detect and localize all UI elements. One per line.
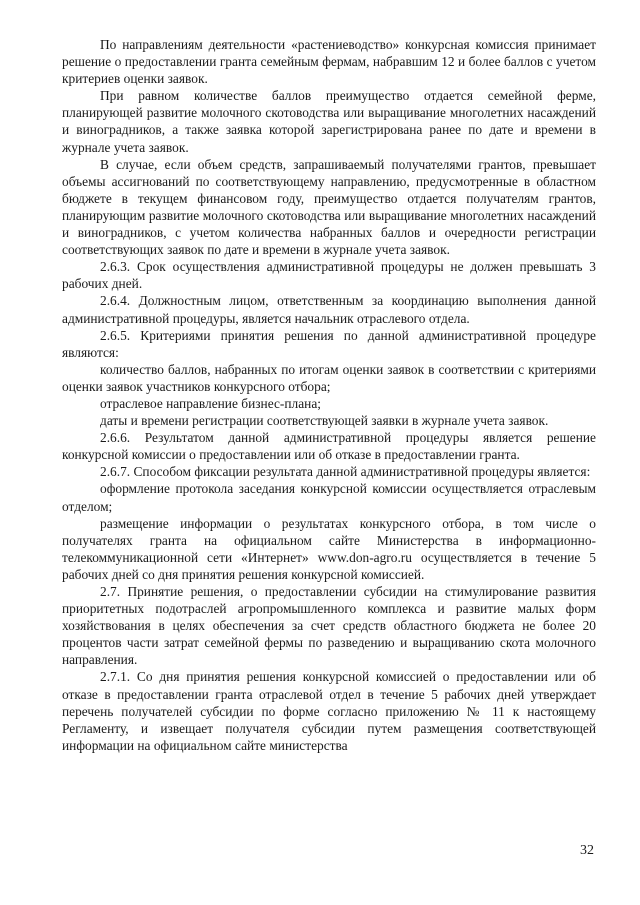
paragraph-2-7: 2.7. Принятие решения, о предоставлении субсидии на стимулирование развития приоритетных подотраслей агропромышленного комплекса и развитие малых форм хозяйствования в целях обеспечения за счет средств областного бюджета не более 20 процентов части затрат семейной фермы по разведению и выращиванию скота молочного направления. xyxy=(62,584,596,668)
paragraph-funds-exceed: В случае, если объем средств, запрашиваемый получателями грантов, превышает объемы ассигнований по соответствующему направлению, предусмотренные в областном бюджете в текущем финансовом году, преимущество отдается получателям грантов, планирующим развитие молочного скотоводства или выращивание многолетних насаждений и виноградников, с учетом количества набранных баллов и очередности регистрации соответствующих заявок по дате и времени в журнале учета заявок. xyxy=(62,156,596,258)
paragraph-2-6-3: 2.6.3. Срок осуществления административной процедуры не должен превышать 3 рабочих дней. xyxy=(62,259,596,292)
fixation-item-website: размещение информации о результатах конкурсного отбора, в том числе о получателях гранта на официальном сайте Министерства в информационно-телекоммуникационной сети «Интернет» www.don-agro.ru осуществляется в течение 5 рабочих дней со дня принятия решения конкурсной комиссией. xyxy=(62,515,596,582)
paragraph-2-6-5: 2.6.5. Критериями принятия решения по данной административной процедуре являются: xyxy=(62,327,596,360)
document-page xyxy=(62,36,596,754)
paragraph-2-6-4: 2.6.4. Должностным лицом, ответственным за координацию выполнения данной административной процедуры, является начальник отраслевого отдела. xyxy=(62,293,596,326)
criteria-item-scores: количество баллов, набранных по итогам оценки заявок в соответствии с критериями оценки заявок участников конкурсного отбора; xyxy=(62,361,596,394)
paragraph-plant-growing: По направлениям деятельности «растениеводство» конкурсная комиссия принимает решение о предоставлении гранта семейным фермам, набравшим 12 и более баллов с учетом критериев оценки заявок. xyxy=(62,37,596,87)
fixation-item-protocol: оформление протокола заседания конкурсной комиссии осуществляется отраслевым отделом; xyxy=(62,481,596,514)
paragraph-2-7-1: 2.7.1. Со дня принятия решения конкурсной комиссией о предоставлении или об отказе в предоставлении гранта отраслевой отдел в течение 5 рабочих дней утверждает перечень получателей субсидии по форме согласно приложению № 11 к настоящему Регламенту, и извещает получателя субсидии путем размещения соответствующей информации на официальном сайте министерства xyxy=(62,669,596,753)
page-number: 32 xyxy=(580,843,594,858)
paragraph-equal-score: При равном количестве баллов преимущество отдается семейной ферме, планирующей развитие молочного скотоводства или выращивание многолетних насаждений и виноградников, а также заявка которой зарегистрирована ранее по дате и времени в журнале учета заявок. xyxy=(62,88,596,155)
criteria-item-direction: отраслевое направление бизнес-плана; xyxy=(100,395,321,411)
paragraph-2-6-7: 2.6.7. Способом фиксации результата данной административной процедуры является: xyxy=(100,464,591,480)
paragraph-2-6-6: 2.6.6. Результатом данной административной процедуры является решение конкурсной комиссии о предоставлении или об отказе в предоставлении гранта. xyxy=(62,430,596,463)
criteria-item-registration: даты и времени регистрации соответствующей заявки в журнале учета заявок. xyxy=(100,413,549,429)
